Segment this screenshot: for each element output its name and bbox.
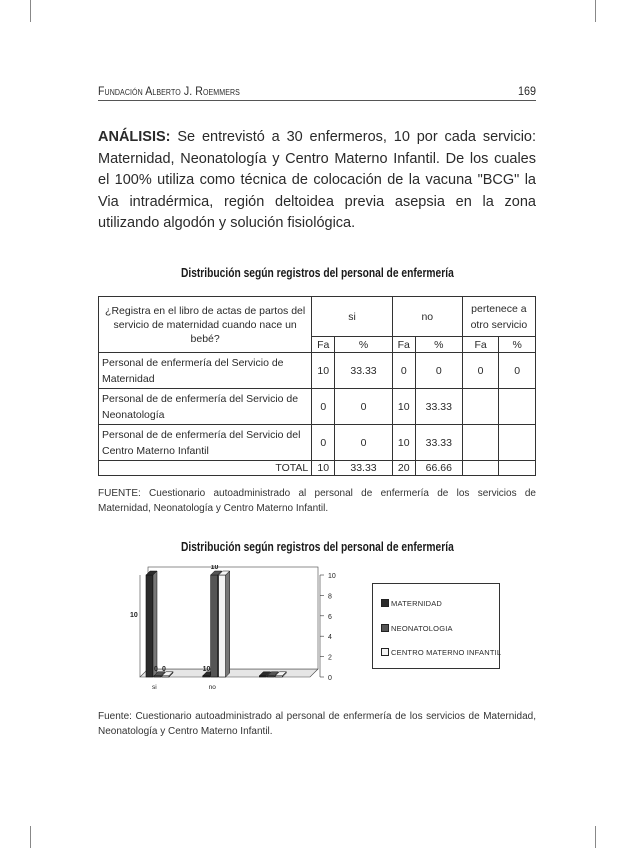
table-cell: 0	[335, 389, 393, 425]
table-cell	[462, 389, 499, 425]
subheader-cell: %	[335, 337, 393, 353]
analysis-text: Se entrevistó a 30 enfermeros, 10 por cada servicio: Maternidad, Neonatología y Centro Materno Infantil. De los cuales el 100% utiliza como técnica de colocación de la vacuna "BCG" la Via intradérmica, región deltoidea previa asepsia en la zona utilizando algodón y solución fisiológica.	[98, 129, 537, 231]
legend-swatch	[381, 599, 389, 607]
analysis-paragraph	[98, 127, 536, 235]
table-cell: 33.33	[415, 425, 462, 461]
bar	[219, 575, 226, 677]
table-cell: 33.33	[335, 353, 393, 389]
table-caption-text: Distribución según registros del personal de enfermería	[180, 266, 454, 280]
data-label: 0	[162, 666, 166, 673]
data-table	[98, 296, 536, 476]
table-cell	[462, 461, 499, 476]
x-tick-label: no	[208, 684, 216, 691]
row-label: Personal de de enfermería del Servicio de Neonatología	[99, 389, 312, 425]
table-question: ¿Registra en el libro de actas de partos del servicio de maternidad cuando nace un bebé?	[99, 297, 312, 353]
table-cell: 10	[392, 425, 415, 461]
header-title: Fundación Alberto J. Roemmers	[98, 84, 240, 98]
data-label: 0	[154, 666, 158, 673]
legend-item-centro-materno-infantil	[381, 648, 501, 657]
group-header-no: no	[392, 297, 462, 337]
data-label: 10	[202, 666, 211, 673]
table-row	[99, 353, 536, 389]
row-label: Personal de enfermería del Servicio de Maternidad	[99, 353, 312, 389]
table-cell: 0	[462, 353, 499, 389]
group-header-otro: pertenece a otro servicio	[462, 297, 535, 337]
table-cell: 0	[415, 353, 462, 389]
table-row	[99, 425, 536, 461]
table-cell: 0	[335, 425, 393, 461]
crop-mark	[595, 826, 596, 848]
table-cell: 33.33	[415, 389, 462, 425]
legend-swatch	[381, 648, 389, 656]
bar-side	[226, 571, 230, 677]
legend-label: NEONATOLOGIA	[391, 624, 453, 633]
y-tick-label: 0	[328, 675, 332, 682]
bar	[211, 575, 218, 677]
chart-caption	[98, 540, 536, 554]
table-cell: 33.33	[335, 461, 393, 476]
table-cell: 0	[499, 353, 536, 389]
table-cell: 0	[392, 353, 415, 389]
legend-item-neonatologia	[381, 624, 453, 633]
x-tick-label: si	[152, 684, 157, 691]
running-header	[98, 84, 536, 101]
legend-swatch	[381, 624, 389, 632]
table-cell	[462, 425, 499, 461]
y-tick-label: 6	[328, 613, 332, 621]
page-number: 169	[517, 84, 536, 98]
table-cell: 10	[312, 461, 335, 476]
table-cell: 0	[312, 389, 335, 425]
table-cell: 66.66	[415, 461, 462, 476]
subheader-cell: Fa	[462, 337, 499, 353]
table-row	[99, 389, 536, 425]
y-tick-label: 8	[328, 593, 332, 601]
table-total-row	[99, 461, 536, 476]
legend-label: CENTRO MATERNO INFANTIL	[391, 648, 502, 657]
bar-side	[153, 571, 157, 677]
crop-mark	[30, 826, 31, 848]
y-tick-label: 4	[328, 634, 332, 642]
table-caption	[98, 266, 536, 280]
table-cell: 20	[392, 461, 415, 476]
subheader-cell: %	[499, 337, 536, 353]
y-tick-label: 10	[328, 573, 336, 580]
analysis-lead: ANÁLISIS:	[98, 129, 171, 145]
chart-legend	[372, 583, 500, 669]
legend-label: MATERNIDAD	[391, 599, 443, 608]
table-cell: 0	[312, 425, 335, 461]
table-cell: 10	[312, 353, 335, 389]
table-cell	[499, 425, 536, 461]
row-label: Personal de de enfermería del Servicio del Centro Materno Infantil	[99, 425, 312, 461]
chart-caption-text: Distribución según registros del personal de enfermería	[180, 540, 454, 554]
crop-mark	[595, 0, 596, 22]
chart-back-wall	[148, 567, 318, 669]
crop-mark	[30, 0, 31, 22]
bar	[146, 575, 153, 677]
table-cell	[499, 389, 536, 425]
data-label: 10	[210, 565, 219, 571]
subheader-cell: Fa	[392, 337, 415, 353]
y-tick-label: 2	[328, 654, 332, 662]
table-cell	[499, 461, 536, 476]
chart-source: Fuente: Cuestionario autoadministrado al personal de enfermería de los servicios de Maternidad, Neonatología y Centro Materno Infantil.	[98, 711, 536, 737]
total-label: TOTAL	[99, 461, 312, 476]
data-label: 10	[130, 612, 138, 619]
legend-item-maternidad	[381, 599, 442, 608]
table-source: FUENTE: Cuestionario autoadministrado al personal de enfermería de los servicios de Maternidad, Neonatología y Centro Materno Infantil.	[98, 488, 536, 514]
subheader-cell: Fa	[312, 337, 335, 353]
group-header-si: si	[312, 297, 393, 337]
table-cell: 10	[392, 389, 415, 425]
subheader-cell: %	[415, 337, 462, 353]
